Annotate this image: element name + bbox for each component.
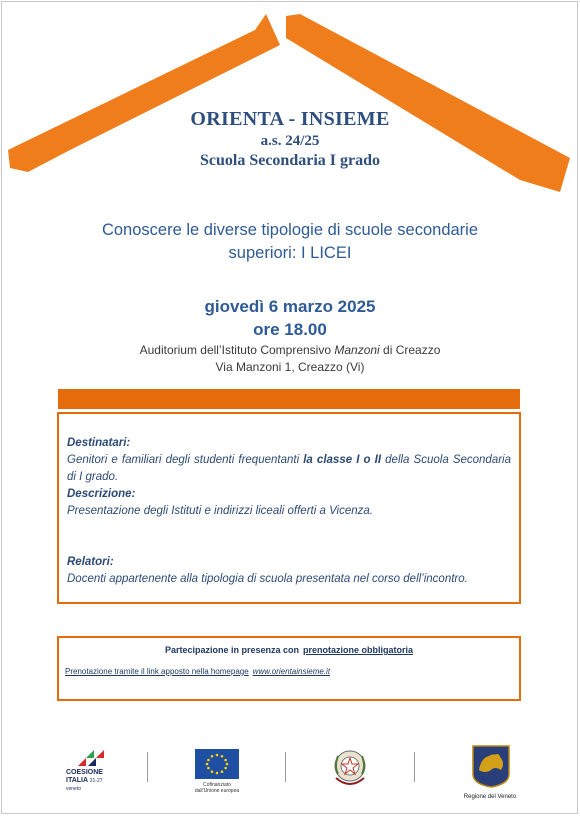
republic-emblem-icon [330, 744, 370, 794]
coesione-line-1: COESIONE [66, 769, 103, 776]
eu-caption [189, 782, 245, 794]
venue-name: Manzoni [334, 343, 380, 357]
event-address: Via Manzoni 1, Creazzo (Vi) [215, 360, 365, 374]
coesione-region: veneto [66, 786, 82, 792]
school-level: Scuola Secondaria I grado [199, 152, 380, 169]
recipients-text-c: della Scuola Secondaria di I grado. [67, 454, 512, 483]
coesione-text [66, 769, 116, 793]
topic-line-2: superiori: I LICEI [228, 244, 352, 262]
venue-prefix: Auditorium dell’Istituto Comprensivo [139, 343, 335, 357]
eu-logo [195, 744, 239, 798]
regione-veneto-logo [463, 744, 517, 804]
participation-box [57, 636, 521, 701]
description-text: Presentazione degli Istituti e indirizzi liceali offerti a Vicenza. [67, 505, 373, 517]
veneto-caption: Regione del Veneto [463, 794, 517, 800]
eu-flag-icon [195, 749, 239, 779]
school-year: a.s. 24/25 [260, 133, 320, 149]
speakers-label: Relatori: [67, 556, 114, 568]
recipients-text-a: Genitori e familiari degli studenti frequentanti [67, 454, 304, 466]
speakers-text: Docenti appartenente alla tipologia di scuola presentata nel corso dell’incontro. [67, 573, 468, 585]
participation-required: prenotazione obbligatoria [303, 645, 414, 655]
coesione-line-2: ITALIA [66, 777, 88, 784]
event-date: giovedì 6 marzo 2025 [204, 297, 376, 316]
orange-divider-bar [58, 389, 520, 409]
participation-title [59, 645, 519, 655]
description-label: Descrizione: [67, 488, 136, 500]
event-venue [0, 343, 580, 357]
eu-caption-1: Cofinanziato [203, 782, 231, 788]
venue-suffix: di Creazzo [379, 343, 441, 357]
topic-line-1: Conoscere le diverse tipologie di scuole secondarie [101, 221, 479, 239]
details-box [57, 412, 521, 604]
italian-republic-emblem [330, 744, 370, 794]
participation-title-text: Partecipazione in presenza con [164, 645, 300, 655]
recipients-label: Destinatari: [67, 437, 131, 449]
logo-separator [285, 752, 286, 782]
eu-caption-2: dall'Unione europea [194, 788, 240, 794]
page-title: ORIENTA - INSIEME [190, 108, 390, 130]
event-topic [70, 219, 510, 265]
details-text [67, 435, 511, 588]
coesione-years: 21-27 [89, 778, 103, 784]
logo-separator [147, 752, 148, 782]
booking-text: Prenotazione tramite il link apposto nella homepage [65, 667, 249, 676]
booking-link[interactable] [65, 667, 330, 676]
event-time: ore 18.00 [253, 320, 327, 339]
eu-stars [206, 754, 229, 775]
roof-graphic [0, 0, 580, 200]
recipients-text [67, 452, 511, 486]
recipients-classes: la classe I o II [303, 454, 382, 466]
coesione-italia-logo [66, 744, 116, 800]
logo-separator [414, 752, 415, 782]
logo-strip [0, 740, 580, 800]
coesione-arrows-icon [76, 746, 106, 768]
veneto-lion-icon [471, 744, 511, 788]
booking-url[interactable]: www.orientainsieme.it [252, 667, 331, 676]
